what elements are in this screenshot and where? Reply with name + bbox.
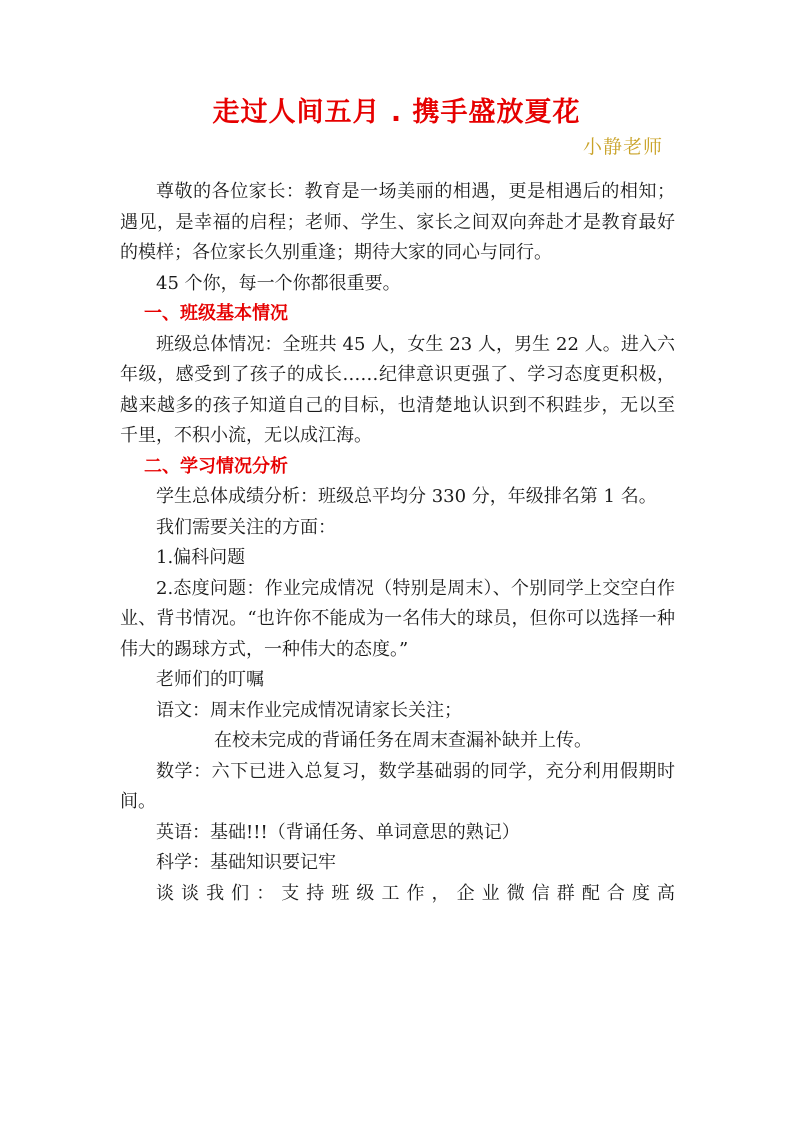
- teachers-intro: 老师们的叮嘱: [156, 669, 264, 690]
- document-title: 走过人间五月 . 携手盛放夏花: [212, 97, 581, 128]
- document-body: [120, 177, 675, 909]
- science-note: 科学：基础知识要记牢: [156, 852, 336, 873]
- score-paragraph: 学生总体成绩分析：班级总平均分 330 分，年级排名第 1 名。: [156, 486, 657, 507]
- focus-item-2: 2.态度问题：作业完成情况（特别是周末）、个别同学上交空白作业、背书情况。“也许你不能成为一名伟大的球员，但你可以选择一种伟大的踢球方式，一种伟大的态度。”: [120, 577, 675, 660]
- focus-item-1: 1.偏科问题: [156, 547, 246, 568]
- english-note: 英语：基础!!!（背诵任务、单词意思的熟记）: [156, 821, 520, 843]
- intro-paragraph: 尊敬的各位家长：教育是一场美丽的相遇，更是相遇后的相知；遇见，是幸福的启程；老师、学生、家长之间双向奔赴才是教育最好的模样；各位家长久别重逢；期待大家的同心与同行。: [120, 181, 675, 263]
- motto-paragraph: 45 个你，每一个你都很重要。: [156, 272, 401, 294]
- section-heading-study-analysis: 二、学习情况分析: [144, 455, 288, 477]
- chinese-note-continued: 在校未完成的背诵任务在周末查漏补缺并上传。: [214, 730, 592, 751]
- author-name: 小静老师: [582, 136, 663, 158]
- chinese-note: 语文：周末作业完成情况请家长关注；: [156, 699, 462, 721]
- math-note: 数学：六下已进入总复习，数学基础弱的同学，充分利用假期时间。: [120, 760, 675, 812]
- section-heading-class-overview: 一、班级基本情况: [144, 303, 288, 324]
- focus-intro: 我们需要关注的方面：: [156, 516, 336, 538]
- class-overview-paragraph: 班级总体情况：全班共 45 人，女生 23 人，男生 22 人。进入六年级，感受到了孩子的成长……纪律意识更强了、学习态度更积极，越来越多的孩子知道自己的目标，也清楚地认识到不积跬步，无以至千里，不积小流，无以成江海。: [120, 333, 675, 446]
- talk-note: 谈谈我们：支持班级工作，企业微信群配合度高: [156, 882, 675, 904]
